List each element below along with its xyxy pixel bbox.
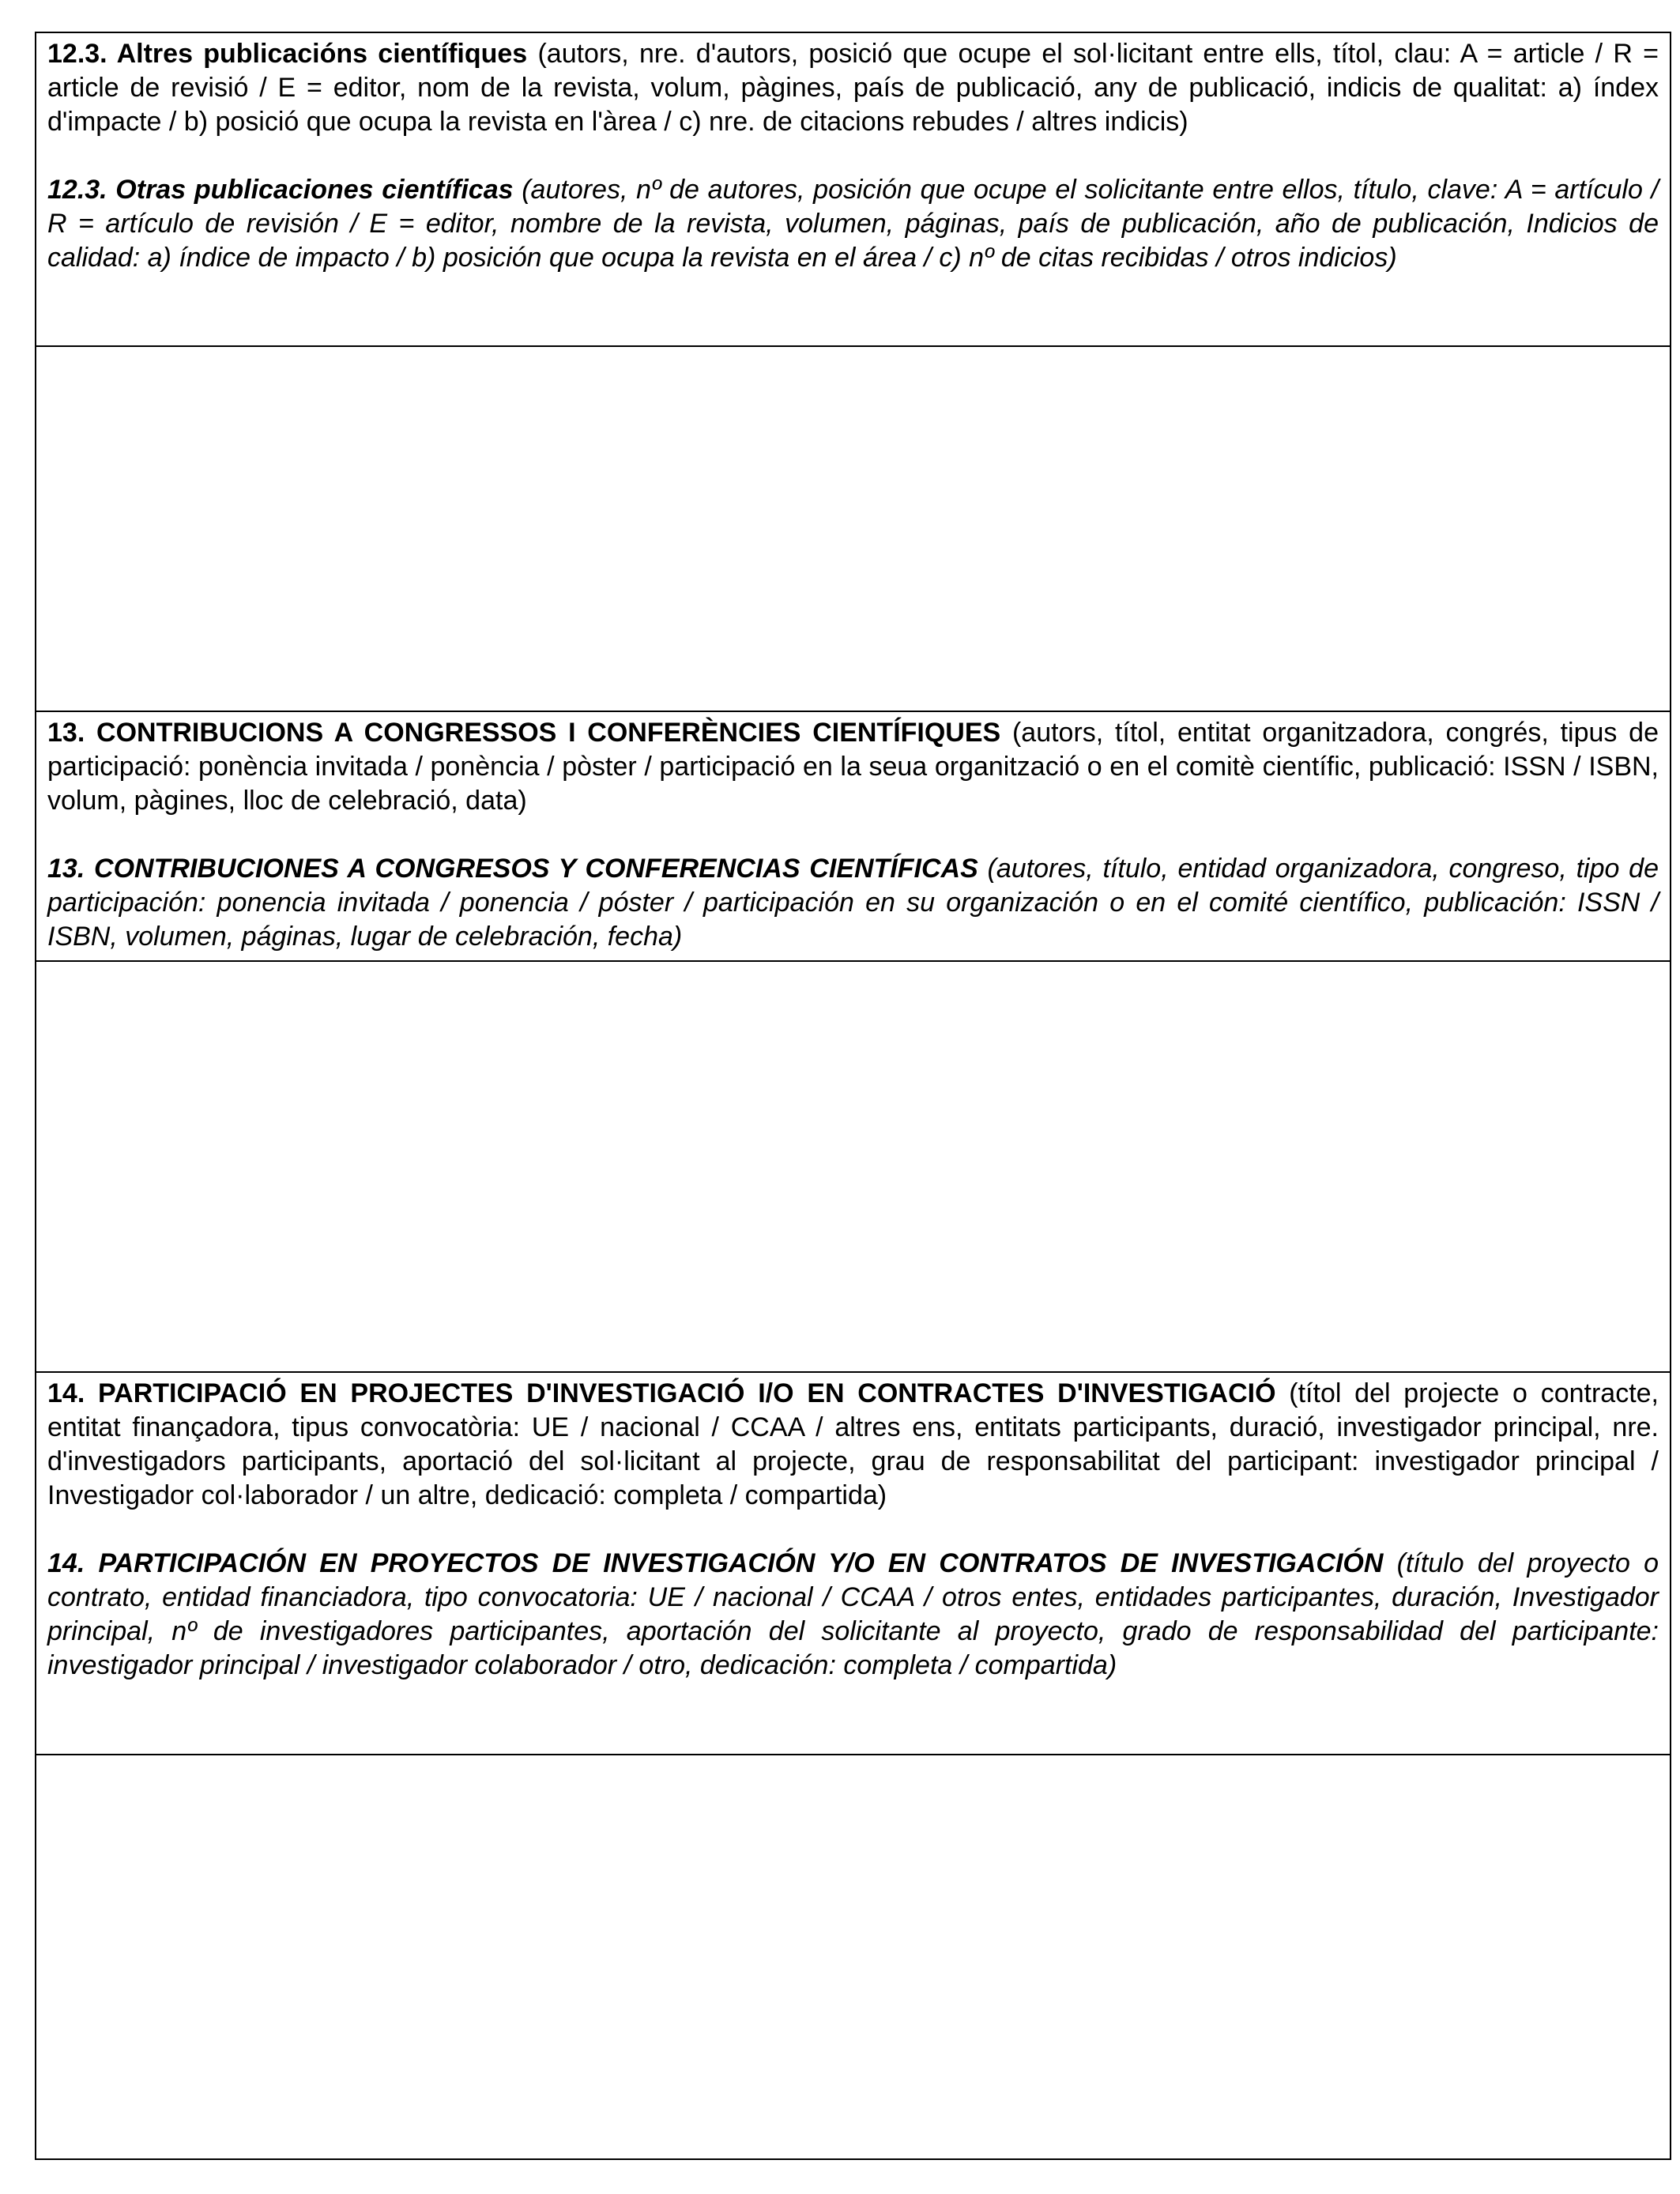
section-13-header-row <box>36 711 1671 961</box>
section-12-3-spanish-heading: 12.3. Otras publicaciones científicas <box>47 175 514 205</box>
section-13-spanish-text <box>47 852 1659 954</box>
section-13-entry-field[interactable] <box>36 961 1671 1372</box>
section-12-3-header-cell <box>36 32 1671 346</box>
section-13-header-cell <box>36 711 1671 961</box>
section-14-catalan-description: (títol del projecte o contracte, entitat finançadora, tipus convocatòria: UE / nacional / CCAA / altres ens, entitats participants, duració, investigador principal, nre. d'investigadors participants, aportació del sol·licitant al projecte, grau de responsabilitat del participant: investigador principal / Investigador col·laborador / un altre, dedicació: completa / compartida) <box>47 1378 1659 1510</box>
section-14-catalan-heading: 14. PARTICIPACIÓ EN PROJECTES D'INVESTIGACIÓ I/O EN CONTRACTES D'INVESTIGACIÓ <box>47 1378 1276 1408</box>
section-14-header-row <box>36 1372 1671 1755</box>
section-14-header-cell <box>36 1372 1671 1755</box>
section-12-3-spanish-description: (autores, nº de autores, posición que ocupe el solicitante entre ellos, título, clave: A = artículo / R = artículo de revisión / E = editor, nombre de la revista, volumen, páginas, país de publicación, año de publicación, Indicios de calidad: a) índice de impacto / b) posición que ocupa la revista en el área / c) nº de citas recibidas / otros indicios) <box>47 175 1659 273</box>
section-14-spanish-heading: 14. PARTICIPACIÓN EN PROYECTOS DE INVESTIGACIÓN Y/O EN CONTRATOS DE INVESTIGACIÓN <box>47 1548 1384 1578</box>
application-form-table <box>35 32 1671 2160</box>
section-13-spanish-heading: 13. CONTRIBUCIONES A CONGRESOS Y CONFERENCIAS CIENTÍFICAS <box>47 854 978 884</box>
section-14-spanish-text <box>47 1547 1659 1683</box>
section-14-catalan-text <box>47 1377 1659 1513</box>
section-12-3-spanish-text <box>47 173 1659 275</box>
section-12-3-entry-row <box>36 346 1671 711</box>
section-12-3-catalan-description: (autors, nre. d'autors, posició que ocupe el sol·licitant entre ells, títol, clau: A = article / R = article de revisió / E = editor, nom de la revista, volum, pàgines, país de publicació, any de publicació, indicis de qualitat: a) índex d'impacte / b) posició que ocupa la revista en l'àrea / c) nre. de citacions rebudes / altres indicis) <box>47 39 1659 137</box>
section-14-entry-field[interactable] <box>36 1755 1671 2159</box>
section-12-3-header-row <box>36 32 1671 346</box>
section-14-spanish-description: (título del proyecto o contrato, entidad financiadora, tipo convocatoria: UE / nacional / CCAA / otros entes, entidades participantes, duración, Investigador principal, nº de investigadores participantes, aportación del solicitante al proyecto, grado de responsabilidad del participante: investigador principal / investigador colaborador / otro, dedicación: completa / compartida) <box>47 1548 1659 1680</box>
section-14-entry-row <box>36 1755 1671 2159</box>
section-12-3-entry-field[interactable] <box>36 346 1671 711</box>
section-13-entry-row <box>36 961 1671 1372</box>
section-12-3-catalan-heading: 12.3. Altres publicacións científiques <box>47 39 528 69</box>
section-13-catalan-text <box>47 716 1659 818</box>
section-12-3-catalan-text <box>47 37 1659 139</box>
section-13-catalan-heading: 13. CONTRIBUCIONS A CONGRESSOS I CONFERÈNCIES CIENTÍFIQUES <box>47 718 1001 748</box>
section-13-catalan-description: (autors, títol, entitat organitzadora, congrés, tipus de participació: ponència invitada / ponència / pòster / participació en la seua organització o en el comitè científic, publicació: ISSN / ISBN, volum, pàgines, lloc de celebració, data) <box>47 718 1659 816</box>
section-13-spanish-description: (autores, título, entidad organizadora, congreso, tipo de participación: ponencia invitada / ponencia / póster / participación en su organización o en el comité científico, publicación: ISSN / ISBN, volumen, páginas, lugar de celebración, fecha) <box>47 854 1659 952</box>
